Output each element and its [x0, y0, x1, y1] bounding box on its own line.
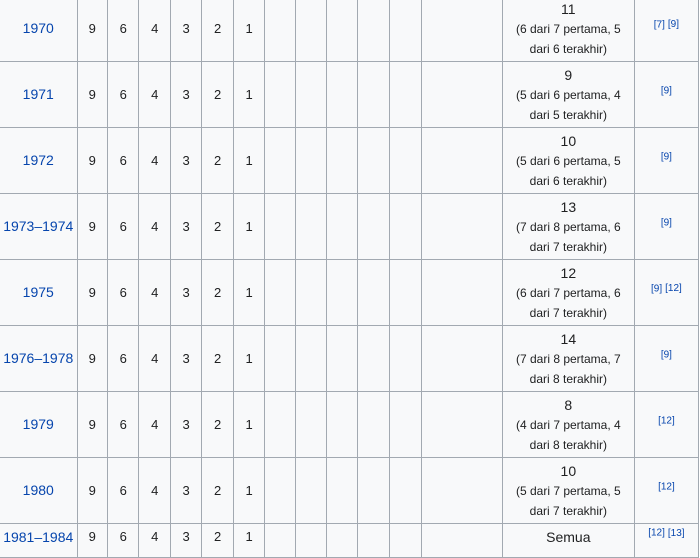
points-cell-position-1: 9: [77, 194, 108, 260]
year-cell: [0, 0, 77, 62]
reference-link[interactable]: [12]: [658, 481, 675, 493]
results-counted-detail: (5 dari 6 pertama, 5 dari 6 terakhir): [515, 153, 621, 188]
points-cell-position-5: 2: [202, 0, 233, 62]
points-cell-position-5: 2: [202, 194, 233, 260]
points-cell-position-6: 1: [233, 194, 264, 260]
points-cell-position-2: 6: [108, 326, 139, 392]
results-counted-detail: (4 dari 7 pertama, 4 dari 8 terakhir): [515, 417, 621, 452]
reference-link[interactable]: [9]: [660, 217, 672, 229]
results-counted-detail: (5 dari 7 pertama, 5 dari 7 terakhir): [515, 483, 621, 518]
points-cell-position-3: 4: [139, 0, 170, 62]
points-cell-position-4: 3: [170, 524, 201, 558]
empty-cell: [358, 62, 390, 128]
results-counted-total: 10: [560, 132, 577, 149]
points-cell-position-6: 1: [233, 128, 264, 194]
year-link[interactable]: 1975: [22, 284, 54, 300]
points-cell-position-4: 3: [170, 0, 201, 62]
empty-cell: [296, 0, 327, 62]
empty-cell: [265, 128, 296, 194]
points-cell-position-3: 4: [139, 392, 170, 458]
table-row: [0, 524, 699, 558]
reference-link[interactable]: [12]: [648, 527, 665, 539]
empty-cell: [327, 392, 358, 458]
empty-cell: [390, 458, 422, 524]
reference-link[interactable]: [9]: [660, 151, 672, 163]
empty-cell: [327, 194, 358, 260]
points-cell-position-3: 4: [139, 458, 170, 524]
empty-cell: [422, 128, 503, 194]
points-cell-position-1: 9: [77, 0, 108, 62]
points-cell-position-3: 4: [139, 524, 170, 558]
empty-cell: [390, 128, 422, 194]
results-counted-total: 13: [560, 198, 577, 215]
reference-link[interactable]: [13]: [667, 527, 685, 539]
points-cell-position-6: 1: [233, 0, 264, 62]
empty-cell: [327, 458, 358, 524]
empty-cell: [265, 260, 296, 326]
year-link[interactable]: 1980: [22, 482, 54, 498]
empty-cell: [265, 62, 296, 128]
results-counted-total: 9: [564, 66, 573, 83]
empty-cell: [296, 392, 327, 458]
empty-cell: [358, 260, 390, 326]
table-row: [0, 458, 699, 524]
year-cell: [0, 194, 77, 260]
points-cell-position-3: 4: [139, 62, 170, 128]
points-cell-position-2: 6: [108, 0, 139, 62]
year-cell: [0, 524, 77, 558]
points-cell-position-2: 6: [108, 458, 139, 524]
empty-cell: [390, 326, 422, 392]
points-cell-position-5: 2: [202, 128, 233, 194]
year-link[interactable]: 1976–1978: [3, 350, 74, 366]
empty-cell: [390, 0, 422, 62]
points-cell-position-5: 2: [202, 62, 233, 128]
points-cell-position-3: 4: [139, 260, 170, 326]
points-cell-position-1: 9: [77, 128, 108, 194]
results-counted-total: 11: [561, 0, 576, 17]
empty-cell: [296, 524, 327, 558]
year-cell: [0, 392, 77, 458]
results-counted-cell: [502, 0, 634, 62]
year-cell: [0, 128, 77, 194]
empty-cell: [296, 62, 327, 128]
points-cell-position-6: 1: [233, 260, 264, 326]
results-counted-total: 8: [564, 396, 573, 413]
points-cell-position-4: 3: [170, 128, 201, 194]
points-cell-position-3: 4: [139, 128, 170, 194]
empty-cell: [390, 62, 422, 128]
empty-cell: [358, 326, 390, 392]
points-cell-position-1: 9: [77, 326, 108, 392]
empty-cell: [265, 0, 296, 62]
reference-cell: [634, 194, 698, 260]
reference-cell: [634, 0, 698, 62]
points-cell-position-5: 2: [202, 326, 233, 392]
results-counted-total: 12: [560, 264, 577, 281]
points-cell-position-4: 3: [170, 194, 201, 260]
empty-cell: [358, 458, 390, 524]
points-cell-position-2: 6: [108, 194, 139, 260]
results-counted-detail: (6 dari 7 pertama, 6 dari 7 terakhir): [515, 285, 621, 320]
table-row: [0, 260, 699, 326]
empty-cell: [296, 326, 327, 392]
points-cell-position-1: 9: [77, 392, 108, 458]
empty-cell: [358, 392, 390, 458]
results-counted-cell: [502, 392, 634, 458]
points-cell-position-1: 9: [77, 524, 108, 558]
points-cell-position-6: 1: [233, 326, 264, 392]
empty-cell: [296, 194, 327, 260]
table-row: [0, 128, 699, 194]
table-row: [0, 0, 699, 62]
empty-cell: [327, 62, 358, 128]
empty-cell: [265, 194, 296, 260]
reference-cell: [634, 128, 698, 194]
reference-cell: [634, 524, 698, 558]
empty-cell: [422, 0, 503, 62]
year-link[interactable]: 1972: [22, 152, 54, 168]
results-counted-total: 10: [560, 462, 577, 479]
empty-cell: [265, 458, 296, 524]
empty-cell: [358, 0, 390, 62]
results-counted-detail: (6 dari 7 pertama, 5 dari 6 terakhir): [515, 21, 621, 56]
points-cell-position-2: 6: [108, 260, 139, 326]
empty-cell: [422, 260, 503, 326]
points-cell-position-6: 1: [233, 524, 264, 558]
year-cell: [0, 260, 77, 326]
empty-cell: [358, 128, 390, 194]
reference-cell: [634, 392, 698, 458]
results-counted-cell: [502, 524, 634, 558]
results-counted-cell: [502, 458, 634, 524]
empty-cell: [390, 260, 422, 326]
reference-link[interactable]: [9]: [660, 85, 672, 97]
points-cell-position-5: 2: [202, 458, 233, 524]
reference-cell: [634, 260, 698, 326]
reference-cell: [634, 458, 698, 524]
results-counted-detail: (7 dari 8 pertama, 7 dari 8 terakhir): [515, 351, 621, 386]
points-cell-position-5: 2: [202, 260, 233, 326]
empty-cell: [265, 392, 296, 458]
results-counted-total: Semua: [546, 529, 591, 545]
points-cell-position-4: 3: [170, 260, 201, 326]
year-link[interactable]: 1970: [22, 20, 54, 36]
points-cell-position-2: 6: [108, 392, 139, 458]
reference-link[interactable]: [7]: [653, 19, 665, 31]
empty-cell: [422, 326, 503, 392]
empty-cell: [422, 458, 503, 524]
points-cell-position-4: 3: [170, 62, 201, 128]
points-cell-position-4: 3: [170, 392, 201, 458]
empty-cell: [390, 524, 422, 558]
year-cell: [0, 458, 77, 524]
empty-cell: [265, 524, 296, 558]
reference-link[interactable]: [12]: [658, 415, 675, 427]
empty-cell: [327, 326, 358, 392]
points-cell-position-6: 1: [233, 392, 264, 458]
points-cell-position-1: 9: [77, 260, 108, 326]
empty-cell: [422, 194, 503, 260]
points-cell-position-6: 1: [233, 62, 264, 128]
reference-link[interactable]: [9]: [651, 283, 663, 295]
empty-cell: [327, 524, 358, 558]
year-cell: [0, 62, 77, 128]
points-cell-position-5: 2: [202, 392, 233, 458]
empty-cell: [327, 0, 358, 62]
reference-link[interactable]: [9]: [667, 19, 680, 31]
reference-link[interactable]: [12]: [665, 283, 682, 295]
results-counted-cell: [502, 62, 634, 128]
results-counted-cell: [502, 194, 634, 260]
year-cell: [0, 326, 77, 392]
table-row: [0, 62, 699, 128]
empty-cell: [327, 128, 358, 194]
empty-cell: [327, 260, 358, 326]
points-cell-position-4: 3: [170, 326, 201, 392]
points-cell-position-4: 3: [170, 458, 201, 524]
points-cell-position-2: 6: [108, 62, 139, 128]
year-link[interactable]: 1979: [22, 416, 54, 432]
table-row: [0, 194, 699, 260]
year-link[interactable]: 1981–1984: [3, 529, 74, 545]
empty-cell: [358, 524, 390, 558]
results-counted-cell: [502, 326, 634, 392]
table-row: [0, 326, 699, 392]
empty-cell: [358, 194, 390, 260]
results-counted-total: 14: [560, 330, 577, 347]
empty-cell: [390, 392, 422, 458]
points-cell-position-6: 1: [233, 458, 264, 524]
points-cell-position-5: 2: [202, 524, 233, 558]
reference-cell: [634, 326, 698, 392]
points-cell-position-1: 9: [77, 458, 108, 524]
year-link[interactable]: 1973–1974: [3, 218, 74, 234]
results-counted-cell: [502, 260, 634, 326]
empty-cell: [296, 260, 327, 326]
points-cell-position-3: 4: [139, 326, 170, 392]
points-cell-position-2: 6: [108, 524, 139, 558]
reference-cell: [634, 62, 698, 128]
points-cell-position-1: 9: [77, 62, 108, 128]
reference-link[interactable]: [9]: [660, 349, 672, 361]
year-link[interactable]: 1971: [22, 86, 54, 102]
empty-cell: [422, 524, 503, 558]
empty-cell: [296, 128, 327, 194]
results-counted-detail: (5 dari 6 pertama, 4 dari 5 terakhir): [515, 87, 621, 122]
empty-cell: [390, 194, 422, 260]
table-row: [0, 392, 699, 458]
points-cell-position-3: 4: [139, 194, 170, 260]
empty-cell: [296, 458, 327, 524]
empty-cell: [422, 392, 503, 458]
empty-cell: [422, 62, 503, 128]
results-counted-detail: (7 dari 8 pertama, 6 dari 7 terakhir): [515, 219, 621, 254]
results-counted-cell: [502, 128, 634, 194]
points-cell-position-2: 6: [108, 128, 139, 194]
empty-cell: [265, 326, 296, 392]
